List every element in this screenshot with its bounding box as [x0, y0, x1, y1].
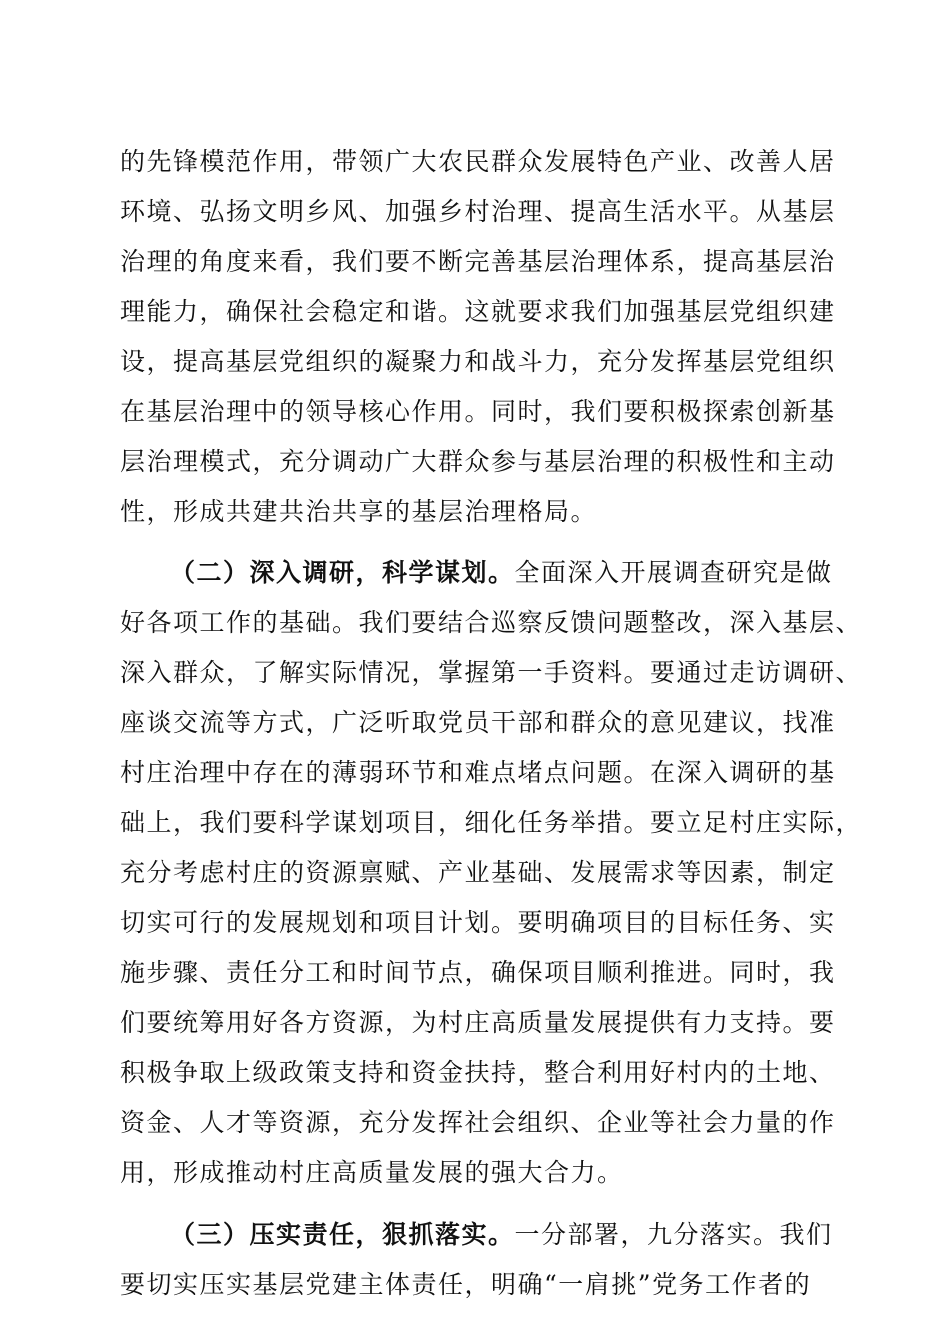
paragraph-2-line-2: 好各项工作的基础。我们要结合巡察反馈问题整改，深入基层、: [120, 608, 863, 637]
paragraph-1-line-8: 性，形成共建共治共享的基层治理格局。: [120, 497, 598, 526]
paragraph-2-line-9: 施步骤、责任分工和时间节点，确保项目顺利推进。同时，我: [120, 958, 836, 987]
paragraph-2-line-8: 切实可行的发展规划和项目计划。要明确项目的目标任务、实: [120, 908, 836, 937]
paragraph-2-line-4: 座谈交流等方式，广泛听取党员干部和群众的意见建议，找准: [120, 708, 836, 737]
paragraph-3-heading: （三）压实责任，狠抓落实。: [170, 1220, 515, 1249]
paragraph-3-first-line: [170, 1210, 833, 1260]
paragraph-1-line-5: 设，提高基层党组织的凝聚力和战斗力，充分发挥基层党组织: [120, 347, 836, 376]
paragraph-2-line-6: 础上，我们要科学谋划项目，细化任务举措。要立足村庄实际，: [120, 808, 863, 837]
paragraph-3-line-2: 要切实压实基层党建主体责任，明确“一肩挑”党务工作者的: [120, 1270, 812, 1299]
paragraph-1-line-6: 在基层治理中的领导核心作用。同时，我们要积极探索创新基: [120, 397, 836, 426]
paragraph-3-first-line-text: 一分部署，九分落实。我们: [514, 1220, 833, 1249]
paragraph-1-line-2: 环境、弘扬文明乡风、加强乡村治理、提高生活水平。从基层: [120, 197, 836, 226]
paragraph-1-line-4: 理能力，确保社会稳定和谐。这就要求我们加强基层党组织建: [120, 297, 836, 326]
paragraph-2-line-3: 深入群众，了解实际情况，掌握第一手资料。要通过走访调研、: [120, 658, 863, 687]
paragraph-2-line-7: 充分考虑村庄的资源禀赋、产业基础、发展需求等因素，制定: [120, 858, 836, 887]
paragraph-1-line-3: 治理的角度来看，我们要不断完善基层治理体系，提高基层治: [120, 247, 836, 276]
paragraph-2-heading: （二）深入调研，科学谋划。: [170, 558, 515, 587]
paragraph-2-line-13: 用，形成推动村庄高质量发展的强大合力。: [120, 1158, 624, 1187]
paragraph-2-line-12: 资金、人才等资源，充分发挥社会组织、企业等社会力量的作: [120, 1108, 836, 1137]
paragraph-2-line-10: 们要统筹用好各方资源，为村庄高质量发展提供有力支持。要: [120, 1008, 836, 1037]
paragraph-1-line-7: 层治理模式，充分调动广大群众参与基层治理的积极性和主动: [120, 447, 836, 476]
paragraph-2-line-5: 村庄治理中存在的薄弱环节和难点堵点问题。在深入调研的基: [120, 758, 836, 787]
paragraph-1-line-1: 的先锋模范作用，带领广大农民群众发展特色产业、改善人居: [120, 147, 836, 176]
paragraph-2-first-line-text: 全面深入开展调查研究是做: [514, 558, 833, 587]
paragraph-2-line-11: 积极争取上级政策支持和资金扶持，整合利用好村内的土地、: [120, 1058, 836, 1087]
paragraph-2-first-line: [170, 548, 833, 598]
